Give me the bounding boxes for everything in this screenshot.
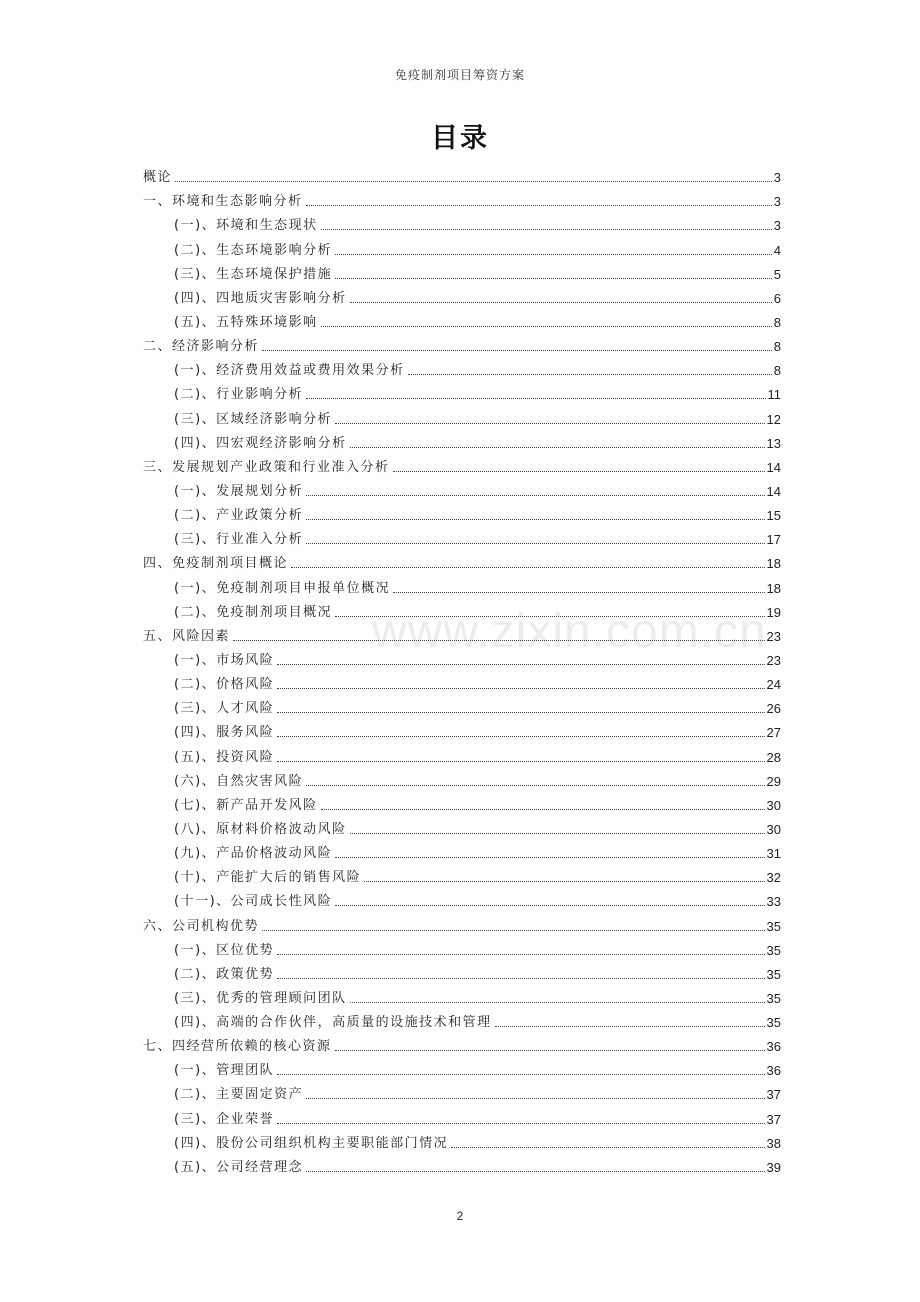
- dot-leader: [277, 663, 764, 665]
- toc-entry[interactable]: [143, 355, 781, 379]
- toc-entry-label: (三)、企业荣誉: [174, 1111, 275, 1127]
- toc-entry-page: 28: [766, 749, 781, 765]
- toc-entry-page: 30: [766, 797, 781, 813]
- toc-entry[interactable]: [143, 524, 781, 548]
- toc-entry[interactable]: [143, 790, 781, 814]
- toc-entry[interactable]: [143, 234, 781, 258]
- toc-entry-page: 37: [766, 1087, 781, 1103]
- toc-entry-page: 11: [767, 387, 781, 403]
- toc-entry[interactable]: [143, 838, 781, 862]
- toc-entry-label: (一)、市场风险: [174, 652, 275, 668]
- toc-entry-label: (十一)、公司成长性风险: [174, 894, 333, 910]
- toc-entry-label: (一)、免疫制剂项目申报单位概况: [174, 580, 391, 596]
- toc-entry-page: 35: [766, 1015, 781, 1031]
- toc-entry[interactable]: [143, 307, 781, 331]
- dot-leader: [335, 422, 764, 424]
- toc-entry-label: (一)、区位优势: [174, 942, 275, 958]
- toc-entry-page: 36: [766, 1063, 781, 1079]
- toc-entry-page: 5: [773, 266, 781, 282]
- dot-leader: [335, 904, 764, 906]
- dot-leader: [277, 735, 764, 737]
- toc-entry-page: 35: [766, 990, 781, 1006]
- toc-entry-label: (二)、免疫制剂项目概况: [174, 604, 333, 620]
- dot-leader: [277, 711, 764, 713]
- toc-entry-page: 36: [766, 1039, 781, 1055]
- toc-entry-label: (四)、四宏观经济影响分析: [174, 435, 347, 451]
- toc-entry-page: 14: [766, 483, 781, 499]
- toc-entry[interactable]: [143, 186, 781, 210]
- toc-entry-label: (二)、产业政策分析: [174, 508, 304, 524]
- toc-entry[interactable]: [143, 210, 781, 234]
- toc-entry-label: (六)、自然灾害风险: [174, 773, 304, 789]
- toc-entry-label: 一、环境和生态影响分析: [143, 194, 303, 210]
- toc-entry[interactable]: [143, 1007, 781, 1031]
- dot-leader: [277, 1122, 764, 1124]
- dot-leader: [306, 542, 764, 544]
- dot-leader: [335, 253, 772, 255]
- toc-entry-page: 13: [766, 435, 781, 451]
- toc-entry-page: 35: [766, 966, 781, 982]
- dot-leader: [277, 760, 764, 762]
- toc-entry[interactable]: [143, 910, 781, 934]
- dot-leader: [408, 373, 772, 375]
- toc-entry-page: 14: [766, 459, 781, 475]
- dot-leader: [306, 397, 765, 399]
- dot-leader: [306, 1097, 764, 1099]
- toc-entry-page: 23: [766, 652, 781, 668]
- toc-entry-label: (五)、投资风险: [174, 749, 275, 765]
- running-header: 免疫制剂项目筹资方案: [394, 68, 525, 82]
- toc-entry[interactable]: [143, 1128, 781, 1152]
- toc-entry[interactable]: [143, 259, 781, 283]
- dot-leader: [306, 204, 772, 206]
- toc-entry-page: 17: [766, 532, 781, 548]
- toc-entry[interactable]: [143, 162, 781, 186]
- toc-entry[interactable]: [143, 862, 781, 886]
- toc-entry[interactable]: [143, 572, 781, 596]
- toc-entry[interactable]: [143, 959, 781, 983]
- toc-entry-label: (三)、人才风险: [174, 701, 275, 717]
- toc-entry[interactable]: [143, 1055, 781, 1079]
- toc-entry-page: 26: [766, 701, 781, 717]
- toc-entry[interactable]: [143, 331, 781, 355]
- toc-entry[interactable]: [143, 548, 781, 572]
- toc-entry-page: 37: [766, 1111, 781, 1127]
- toc-entry-label: (七)、新产品开发风险: [174, 797, 318, 813]
- dot-leader: [277, 687, 764, 689]
- toc-entry[interactable]: [143, 283, 781, 307]
- toc-entry[interactable]: [143, 379, 781, 403]
- toc-entry-label: (四)、四地质灾害影响分析: [174, 290, 347, 306]
- toc-entry-label: (一)、管理团队: [174, 1063, 275, 1079]
- toc-entry-page: 6: [773, 290, 781, 306]
- toc-entry[interactable]: [143, 1103, 781, 1127]
- toc-entry-page: 19: [766, 604, 781, 620]
- toc-entry-page: 3: [773, 218, 781, 234]
- toc-entry-label: (四)、股份公司组织机构主要职能部门情况: [174, 1135, 449, 1151]
- toc-entry-label: 概论: [143, 170, 173, 186]
- toc-entry[interactable]: [143, 741, 781, 765]
- toc-entry-page: 30: [766, 821, 781, 837]
- toc-entry-label: (三)、生态环境保护措施: [174, 266, 333, 282]
- dot-leader: [262, 349, 772, 351]
- dot-leader: [306, 518, 764, 520]
- toc-entry[interactable]: [143, 645, 781, 669]
- toc-entry-page: 12: [766, 411, 781, 427]
- dot-leader: [321, 228, 772, 230]
- toc-entry-page: 32: [766, 870, 781, 886]
- toc-entry-page: 8: [773, 363, 781, 379]
- toc-entry[interactable]: [143, 814, 781, 838]
- dot-leader: [451, 1146, 764, 1148]
- dot-leader: [277, 953, 764, 955]
- dot-leader: [350, 446, 765, 448]
- dot-leader: [233, 639, 765, 641]
- dot-leader: [291, 566, 765, 568]
- toc-entry-label: (二)、生态环境影响分析: [174, 242, 333, 258]
- toc-entry[interactable]: [143, 935, 781, 959]
- toc-entry-page: 29: [766, 773, 781, 789]
- dot-leader: [321, 325, 772, 327]
- dot-leader: [335, 1049, 765, 1051]
- toc-entry-label: (二)、行业影响分析: [174, 387, 304, 403]
- toc-entry[interactable]: [143, 1079, 781, 1103]
- toc-entry-label: (五)、公司经营理念: [174, 1159, 304, 1175]
- toc-entry-label: 三、发展规划产业政策和行业准入分析: [143, 459, 390, 475]
- dot-leader: [306, 494, 764, 496]
- toc-entry-label: (十)、产能扩大后的销售风险: [174, 870, 362, 886]
- toc-entry-label: (五)、五特殊环境影响: [174, 314, 318, 330]
- toc-entry-page: 18: [766, 556, 781, 572]
- toc-entry-label: (一)、经济费用效益或费用效果分析: [174, 363, 405, 379]
- dot-leader: [321, 808, 765, 810]
- toc-entry-page: 23: [766, 628, 781, 644]
- dot-leader: [335, 856, 764, 858]
- toc-entry[interactable]: [143, 886, 781, 910]
- dot-leader: [335, 615, 764, 617]
- toc-entry-label: (二)、主要固定资产: [174, 1087, 304, 1103]
- table-of-contents: [143, 162, 781, 1176]
- toc-entry-page: 35: [766, 942, 781, 958]
- toc-entry-label: (四)、服务风险: [174, 725, 275, 741]
- toc-entry-page: 35: [766, 918, 781, 934]
- toc-entry[interactable]: [143, 717, 781, 741]
- toc-entry-page: 15: [766, 508, 781, 524]
- toc-entry-page: 38: [766, 1135, 781, 1151]
- toc-entry-page: 39: [766, 1159, 781, 1175]
- toc-entry[interactable]: [143, 693, 781, 717]
- toc-entry-label: (一)、发展规划分析: [174, 483, 304, 499]
- toc-entry-label: 五、风险因素: [143, 628, 231, 644]
- toc-entry-label: (三)、优秀的管理顾问团队: [174, 990, 347, 1006]
- dot-leader: [335, 277, 772, 279]
- dot-leader: [277, 977, 764, 979]
- toc-entry-page: 24: [766, 677, 781, 693]
- toc-entry[interactable]: [143, 669, 781, 693]
- dot-leader: [350, 301, 772, 303]
- dot-leader: [175, 180, 772, 182]
- toc-entry[interactable]: [143, 428, 781, 452]
- toc-entry-label: (八)、原材料价格波动风险: [174, 821, 347, 837]
- page-number: 2: [456, 1209, 464, 1223]
- toc-entry[interactable]: [143, 1031, 781, 1055]
- dot-leader: [306, 784, 764, 786]
- dot-leader: [393, 591, 764, 593]
- toc-entry-page: 8: [773, 314, 781, 330]
- toc-entry[interactable]: [143, 452, 781, 476]
- toc-entry-page: 27: [766, 725, 781, 741]
- dot-leader: [262, 929, 765, 931]
- dot-leader: [495, 1025, 765, 1027]
- toc-entry[interactable]: [143, 766, 781, 790]
- toc-entry[interactable]: [143, 1152, 781, 1176]
- toc-entry-label: (三)、区域经济影响分析: [174, 411, 333, 427]
- watermark: www.zixin.com.cn: [372, 605, 767, 658]
- dot-leader: [350, 832, 765, 834]
- toc-entry-page: 8: [773, 339, 781, 355]
- toc-entry-page: 4: [773, 242, 781, 258]
- toc-entry-label: (三)、行业准入分析: [174, 532, 304, 548]
- dot-leader: [393, 470, 765, 472]
- toc-entry-label: 四、免疫制剂项目概论: [143, 556, 289, 572]
- toc-entry[interactable]: [143, 403, 781, 427]
- toc-entry-label: 六、公司机构优势: [143, 918, 260, 934]
- toc-entry-page: 3: [773, 194, 781, 210]
- dot-leader: [364, 880, 764, 882]
- toc-entry-label: (四)、高端的合作伙伴，高质量的设施技术和管理: [174, 1015, 492, 1031]
- toc-entry-page: 33: [766, 894, 781, 910]
- toc-entry[interactable]: [143, 500, 781, 524]
- toc-entry-label: (二)、政策优势: [174, 966, 275, 982]
- toc-entry-page: 31: [766, 846, 781, 862]
- toc-entry[interactable]: [143, 476, 781, 500]
- toc-entry[interactable]: [143, 983, 781, 1007]
- dot-leader: [350, 1001, 765, 1003]
- toc-title: 目录: [431, 123, 489, 154]
- toc-entry-label: (九)、产品价格波动风险: [174, 846, 333, 862]
- toc-entry-page: 3: [773, 170, 781, 186]
- toc-entry-label: 二、经济影响分析: [143, 339, 260, 355]
- toc-entry-label: (二)、价格风险: [174, 677, 275, 693]
- dot-leader: [306, 1170, 764, 1172]
- toc-entry-label: (一)、环境和生态现状: [174, 218, 318, 234]
- toc-entry[interactable]: [143, 621, 781, 645]
- toc-entry-page: 18: [766, 580, 781, 596]
- toc-entry-label: 七、四经营所依赖的核心资源: [143, 1039, 332, 1055]
- dot-leader: [277, 1073, 764, 1075]
- toc-entry[interactable]: [143, 597, 781, 621]
